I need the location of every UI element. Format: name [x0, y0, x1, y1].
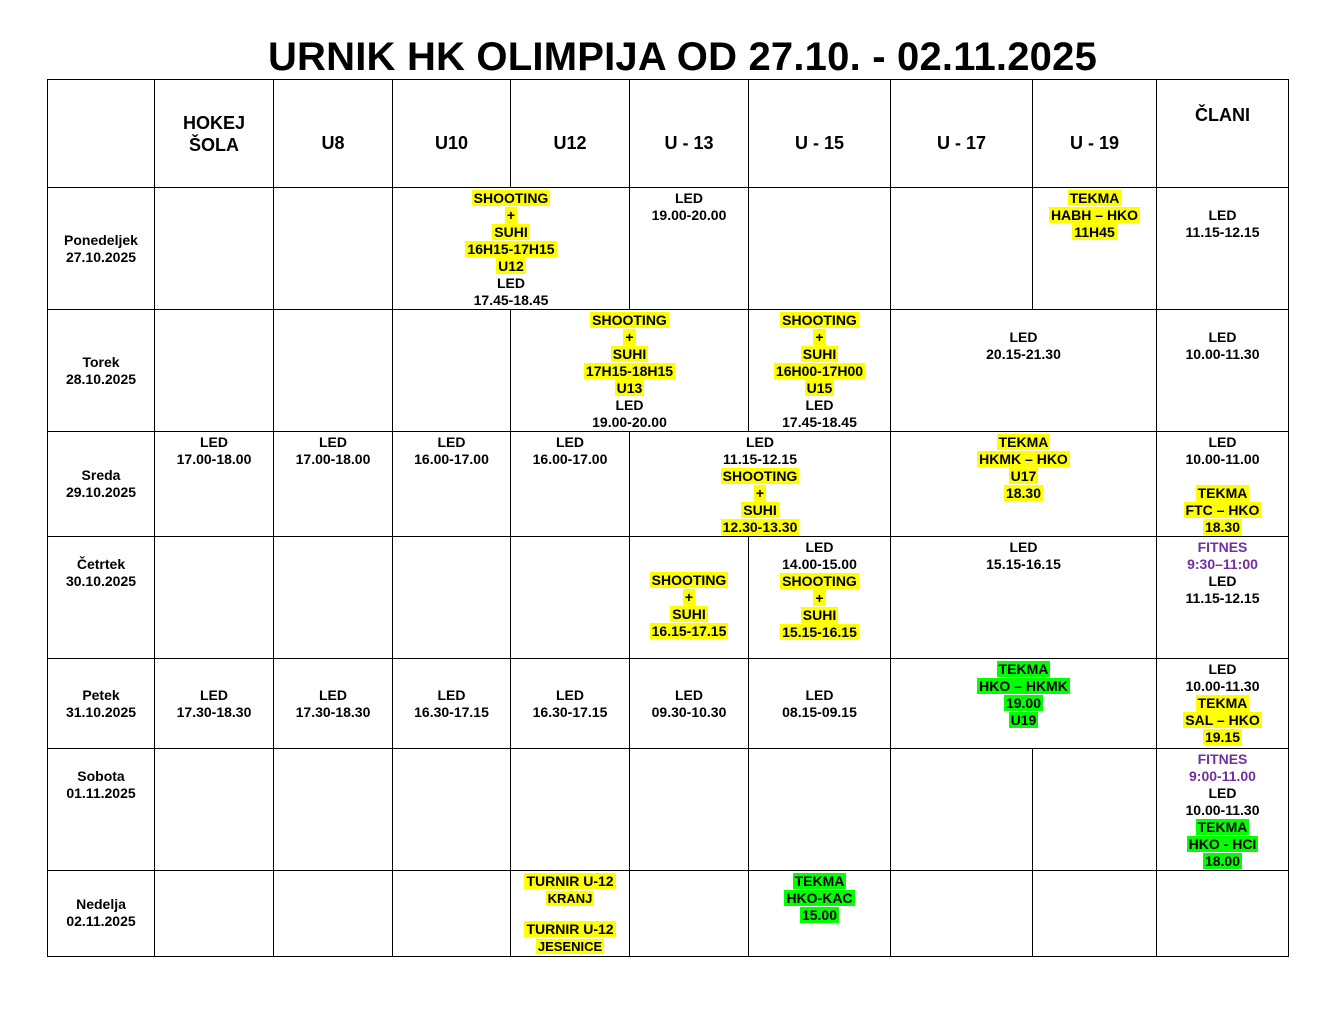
page-title: URNIK HK OLIMPIJA OD 27.10. - 02.11.2025 — [267, 35, 1098, 79]
schedule-table — [47, 79, 1289, 957]
cell-u19 — [1033, 749, 1157, 871]
cell-u8 — [274, 188, 393, 310]
day-cell: Torek 28.10.2025 — [48, 310, 155, 432]
cell-hokej — [155, 871, 274, 957]
cell-u13 — [630, 871, 749, 957]
row-ponedeljek — [48, 188, 1289, 310]
cell-u10: LED 16.00-17.00 — [393, 432, 511, 537]
row-torek — [48, 310, 1289, 432]
cell-u15: TEKMA HKO-KAC 15.00 — [749, 871, 891, 957]
cell-u17-u19: TEKMA HKO – HKMK 19.00 U19 — [891, 659, 1157, 749]
header-corner — [48, 80, 155, 188]
cell-clani: FITNES 9:00-11.00 LED 10.00-11.30 TEKMA HKO - HCI 18.00 — [1157, 749, 1289, 871]
day-cell: Ponedeljek 27.10.2025 — [48, 188, 155, 310]
cell-u15: SHOOTING + SUHI 16H00-17H00 U15 LED 17.45-18.45 — [749, 310, 891, 432]
header-u15: U - 15 — [749, 80, 891, 188]
cell-u17 — [891, 749, 1033, 871]
header-clani: ČLANI — [1157, 80, 1289, 188]
cell-u17-u19: LED 15.15-16.15 — [891, 537, 1157, 659]
cell-clani: LED 11.15-12.15 — [1157, 188, 1289, 310]
header-u10: U10 — [393, 80, 511, 188]
cell-u12: LED 16.00-17.00 — [511, 432, 630, 537]
cell-u19 — [1033, 871, 1157, 957]
day-cell: Sobota 01.11.2025 — [48, 749, 155, 871]
cell-u13: LED 09.30-10.30 — [630, 659, 749, 749]
cell-clani — [1157, 871, 1289, 957]
cell-u15 — [749, 188, 891, 310]
header-u13: U - 13 — [630, 80, 749, 188]
cell-u12 — [511, 537, 630, 659]
cell-u10 — [393, 871, 511, 957]
cell-u8: LED 17.30-18.30 — [274, 659, 393, 749]
day-cell: Petek 31.10.2025 — [48, 659, 155, 749]
row-cetrtek — [48, 537, 1289, 659]
cell-u13: SHOOTING + SUHI 16.15-17.15 — [630, 537, 749, 659]
cell-u10-u12: SHOOTING + SUHI 16H15-17H15 U12 LED 17.45-18.45 — [393, 188, 630, 310]
cell-u10 — [393, 537, 511, 659]
cell-u13 — [630, 749, 749, 871]
cell-u8 — [274, 749, 393, 871]
cell-u8 — [274, 310, 393, 432]
cell-u8 — [274, 537, 393, 659]
cell-u8: LED 17.00-18.00 — [274, 432, 393, 537]
cell-hokej — [155, 537, 274, 659]
header-hokej-sola: HOKEJ ŠOLA — [155, 80, 274, 188]
cell-hokej: LED 17.30-18.30 — [155, 659, 274, 749]
cell-u12 — [511, 749, 630, 871]
header-u17: U - 17 — [891, 80, 1033, 188]
row-sreda — [48, 432, 1289, 537]
cell-u12: LED 16.30-17.15 — [511, 659, 630, 749]
header-u19: U - 19 — [1033, 80, 1157, 188]
cell-u12-u13: SHOOTING + SUHI 17H15-18H15 U13 LED 19.00-20.00 — [511, 310, 749, 432]
row-sobota — [48, 749, 1289, 871]
cell-u8 — [274, 871, 393, 957]
cell-hokej — [155, 188, 274, 310]
cell-u15 — [749, 749, 891, 871]
header-u8: U8 — [274, 80, 393, 188]
cell-u17 — [891, 871, 1033, 957]
row-nedelja — [48, 871, 1289, 957]
cell-u10 — [393, 310, 511, 432]
cell-u13: LED 19.00-20.00 — [630, 188, 749, 310]
cell-clani: LED 10.00-11.30 TEKMA SAL – HKO 19.15 — [1157, 659, 1289, 749]
cell-u13-u15: LED 11.15-12.15 SHOOTING + SUHI 12.30-13.30 — [630, 432, 891, 537]
cell-u12: TURNIR U-12 KRANJ TURNIR U-12 JESENICE — [511, 871, 630, 957]
header-row — [48, 80, 1289, 188]
cell-hokej: LED 17.00-18.00 — [155, 432, 274, 537]
cell-clani: FITNES 9:30–11:00 LED 11.15-12.15 — [1157, 537, 1289, 659]
cell-u10 — [393, 749, 511, 871]
cell-hokej — [155, 749, 274, 871]
header-u12: U12 — [511, 80, 630, 188]
cell-u19: TEKMA HABH – HKO 11H45 — [1033, 188, 1157, 310]
cell-clani: LED 10.00-11.00 TEKMA FTC – HKO 18.30 — [1157, 432, 1289, 537]
day-cell: Nedelja 02.11.2025 — [48, 871, 155, 957]
cell-u15: LED 14.00-15.00 SHOOTING + SUHI 15.15-16.15 — [749, 537, 891, 659]
cell-clani: LED 10.00-11.30 — [1157, 310, 1289, 432]
day-cell: Četrtek 30.10.2025 — [48, 537, 155, 659]
row-petek — [48, 659, 1289, 749]
cell-u17 — [891, 188, 1033, 310]
cell-u17-u19: LED 20.15-21.30 — [891, 310, 1157, 432]
cell-u17-u19: TEKMA HKMK – HKO U17 18.30 — [891, 432, 1157, 537]
day-cell: Sreda 29.10.2025 — [48, 432, 155, 537]
cell-u15: LED 08.15-09.15 — [749, 659, 891, 749]
cell-hokej — [155, 310, 274, 432]
cell-u10: LED 16.30-17.15 — [393, 659, 511, 749]
